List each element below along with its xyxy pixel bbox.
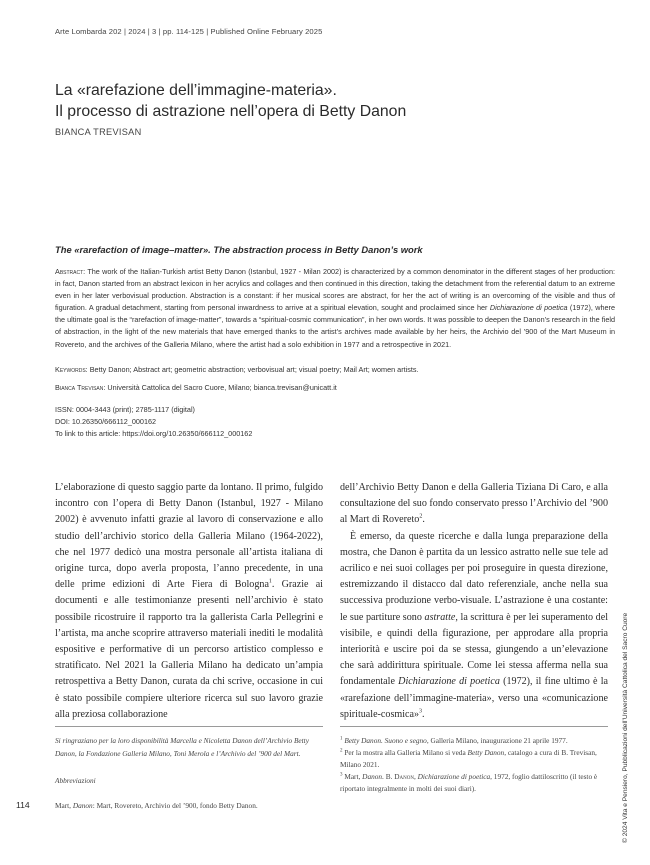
article-title xyxy=(55,80,406,122)
footnote-2 xyxy=(340,747,608,771)
body-text: . xyxy=(422,708,425,720)
body-italic: astratte xyxy=(424,611,456,623)
footnote-italic: Dichiarazione di poetica xyxy=(417,772,491,781)
footnote-number: 2 xyxy=(340,748,343,754)
footnote-number: 1 xyxy=(340,736,343,742)
keywords xyxy=(55,364,615,376)
abstract xyxy=(55,266,615,351)
footnote-text: , 1972, foglio dattiloscritto (il testo è riportato integralmente in molti dei suoi diari). xyxy=(340,772,598,793)
footnote-italic: Betty Danon. Suono e segno xyxy=(344,736,427,745)
body-paragraph xyxy=(55,480,323,723)
abbreviations-heading: Abbreviazioni xyxy=(55,776,96,785)
abbreviations-text xyxy=(55,801,258,810)
abstract-label: Abstract: xyxy=(55,267,86,276)
article-identifiers xyxy=(55,404,252,440)
body-column-right xyxy=(340,480,608,723)
footnote-smallcaps: anon xyxy=(399,772,414,781)
footnote-3 xyxy=(340,771,608,795)
body-paragraph xyxy=(340,529,608,723)
journal-year: 2024 xyxy=(128,27,146,36)
body-text: (1972), il fine ultimo è la «rarefazione dell’immagine-materia», verso una «comunicazione spirituale-cosmica» xyxy=(340,676,608,720)
footnote-text: Mart, xyxy=(344,772,363,781)
body-text: . Grazie ai documenti e alle testimonianze presenti nell’archivio è stato possibile ricostruire il rapporto tra la gallerista Carla Pellegrini e l’artista, ma anche scoprire attraverso materiali inediti le modalità espositive e performative di un percorso artistico complesso e stratificato. Nel 2021 la Galleria Milano ha dedicato un’ampia retrospettiva a Betty Danon, curata da chi scrive, occasione in cui è stato possibile compiere ulteriore ricerca sul suo lavoro grazie alla preziosa collaborazione xyxy=(55,579,323,720)
body-text: , la scrittura è per lei superamento del visibile, e quindi della figurazione, per approdare alla propria interiorità e uscire poi da se stessa, giungendo a un’elevazione che sarà addirittura spirituale. Come lei stessa afferma nella sua fondamentale xyxy=(340,611,609,688)
journal-header: Arte Lombarda 202 | 2024 | 3 | pp. 114-125 | Published Online February 2025 xyxy=(55,27,323,36)
title-line-2: Il processo di astrazione nell’opera di Betty Danon xyxy=(55,103,407,120)
footnote-text: . B. D xyxy=(382,772,400,781)
footnote-1 xyxy=(340,735,608,747)
footnote-divider xyxy=(55,726,323,727)
copyright-text: © 2024 Vita e Pensiero, Pubblicazioni dell’Università Cattolica del Sacro Cuore xyxy=(622,612,629,843)
footnote-ref[interactable]: 3 xyxy=(419,708,423,715)
abstract-text-after: (1972), where the ultimate goal is the “rarefaction of image-matter”, towards a “spiritual-cosmic communication”, in her own words. It was possible to deepen the Danon’s research in the field of abstraction, in the light of the new materials that have emerged thanks to the artist’s archives made available by her heirs, the Archivio del ’900 of the Mart Museum in Rovereto, and the archives of the Galleria Milano, where the artist had a solo exhibition in 1977 and a retrospective in 2021. xyxy=(55,303,615,349)
body-paragraph xyxy=(340,480,608,529)
body-text: È emerso, da queste ricerche e dalla lunga preparazione della mostra, che Danon è partita da un lessico astratto nelle sue tele ad acrilico e nei suoi collages per poi proseguire in questa direzione, estremizzando il distacco dal dato referenziale, anche nella sua successiva produzione verbo-visuale. L’astrazione è una costante: le sue partiture sono xyxy=(340,530,608,623)
abstract-italic-title: Dichiarazione di poetica xyxy=(489,303,568,313)
keywords-text: Betty Danon; Abstract art; geometric abstraction; verbovisual art; visual poetry; Mail Art; women artists. xyxy=(89,365,419,374)
abstract-text: The work of the Italian-Turkish artist Betty Danon (Istanbul, 1927 - Milan 2002) is characterized by a common denominator in the different stages of her production: in fact, Danon started from an abstract lexicon in her acrylics and collages and then continued in this direction, taking the detachment from the referential datum to an extreme even in her later verbovisual production. Abstraction is a constant: if her musical scores are abstract, for her the act of writing is an overcoming of the visible and thus of figuration. A gradual detachment, starting from personal inwardness to arrive at a spiritual elevation, sought and proclaimed since her xyxy=(55,267,615,313)
keywords-label: Keywords: xyxy=(55,365,88,374)
published-date: Published Online February 2025 xyxy=(210,27,323,36)
body-italic: Dichiarazione di poetica xyxy=(398,676,500,688)
english-title: The «rarefaction of image–matter». The abstraction process in Betty Danon’s work xyxy=(55,244,423,255)
footnote-italic: Danon xyxy=(362,772,383,781)
footnote-text: , Galleria Milano, inaugurazione 21 aprile 1977. xyxy=(426,736,568,745)
doi: DOI: 10.26350/666112_000162 xyxy=(55,417,157,426)
abbr-part: : Mart, Rovereto, Archivio del ’900, fondo Betty Danon. xyxy=(92,801,258,810)
acknowledgements: Si ringraziano per la loro disponibilità Marcella e Nicoletta Danon dell’Archivio Betty Danon, la Fondazione Galleria Milano, Toni Merola e l’Archivio del ’900 del Mart. xyxy=(55,736,309,758)
footnote-italic: Betty Danon xyxy=(467,748,505,757)
affiliation-name: Bianca Trevisan: xyxy=(55,383,106,392)
footnote-ref[interactable]: 1 xyxy=(268,578,272,585)
journal-name: Arte Lombarda 202 xyxy=(55,27,122,36)
body-text: L’elaborazione di questo saggio parte da lontano. Il primo, fulgido incontro con l’opera di Betty Danon (Istanbul, 1927 - Milano 2002) è avvenuto infatti grazie al lavoro di conservazione e allo studio dell’archivio storico della Galleria Milano (1964-2022), che nel 1977 dedicò una mostra personale all’artista italiana di origine turca, dopo averla proposta, l’anno precedente, in una delle prime edizioni di Arte Fiera di Bologna xyxy=(55,482,323,591)
author-name: BIANCA TREVISAN xyxy=(55,127,142,137)
footnote-text: , catalogo a cura di B. Trevisan, Milano 2021. xyxy=(340,748,597,769)
body-text: dell’Archivio Betty Danon e della Galleria Tiziana Di Caro, e alla consultazione del suo fondo conservato presso l’Archivio del ’900 al Mart di Rovereto xyxy=(340,482,608,526)
article-link[interactable]: To link to this article: https://doi.org/10.26350/666112_000162 xyxy=(55,429,253,438)
title-line-1: La «rarefazione dell’immagine-materia». xyxy=(55,82,337,99)
issn: ISSN: 0004-3443 (print); 2785-1117 (digital) xyxy=(55,405,195,414)
footnote-number: 3 xyxy=(340,772,343,778)
footnote-ref[interactable]: 2 xyxy=(419,514,423,521)
footnote-divider xyxy=(340,726,608,727)
body-column-left xyxy=(55,480,323,723)
abbr-part: Mart, xyxy=(55,801,72,810)
abbr-italic: Danon xyxy=(72,801,93,810)
author-affiliation xyxy=(55,382,615,394)
journal-issue: 3 xyxy=(152,27,157,36)
footnote-text: , xyxy=(413,772,418,781)
body-text: . xyxy=(422,514,425,526)
journal-pages: pp. 114-125 xyxy=(162,27,204,36)
footnote-text: Per la mostra alla Galleria Milano si veda xyxy=(344,748,468,757)
affiliation-text: Università Cattolica del Sacro Cuore, Milano; bianca.trevisan@unicatt.it xyxy=(107,383,337,392)
page-number: 114 xyxy=(16,800,30,810)
footnotes xyxy=(340,735,608,795)
